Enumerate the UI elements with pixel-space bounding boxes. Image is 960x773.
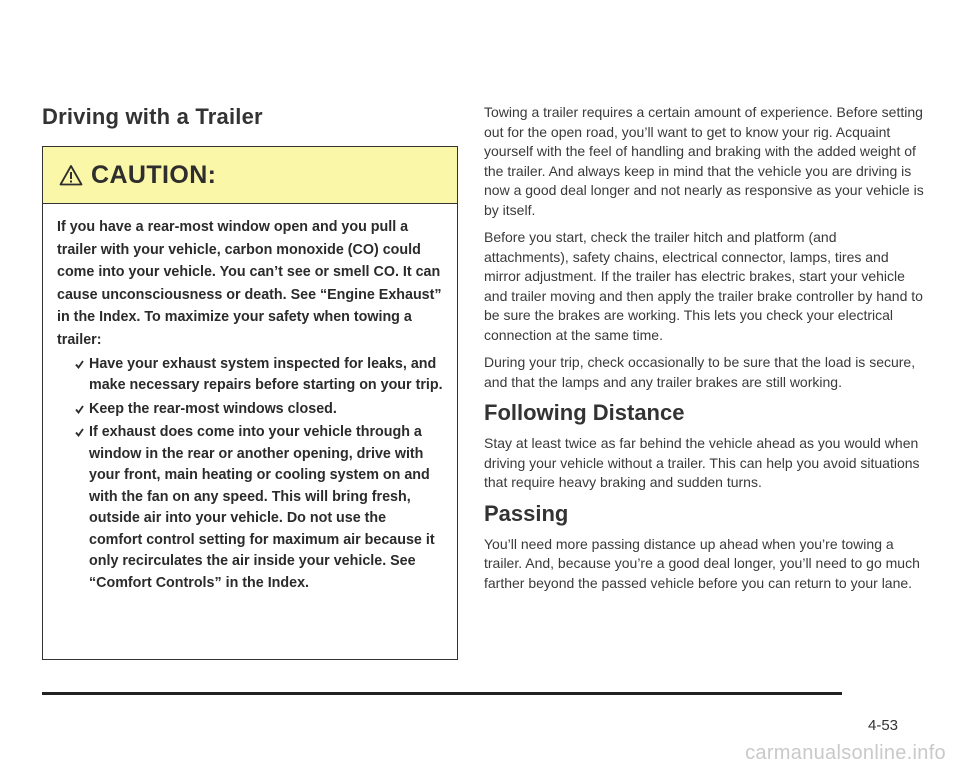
section-title: Driving with a Trailer bbox=[42, 104, 263, 129]
caution-header bbox=[43, 147, 457, 204]
check-bullet-icon bbox=[75, 360, 84, 369]
following-distance-heading: Following Distance bbox=[484, 400, 685, 425]
caution-item-text: Have your exhaust system inspected for leaks, and make necessary repairs before starting on your trip. bbox=[89, 355, 443, 394]
caution-title: CAUTION: bbox=[91, 160, 217, 189]
caution-box bbox=[42, 146, 458, 660]
passing-heading: Passing bbox=[484, 500, 569, 526]
caution-intro: If you have a rear-most window open and you pull a trailer with your vehicle, carbon monoxide (CO) could come into your vehicle. You can’t see or smell CO. It can cause unconsciousness or death. See “Engine Exhaust” in the Index. To maximize your safety when towing a trailer: bbox=[57, 219, 442, 348]
before-start-paragraph: Before you start, check the trailer hitch and platform (and attachments), safety chains, electrical connector, lamps, tires and mirror adjustment. If the trailer has electric brakes, start your vehicle and trailer moving and then apply the trailer brake controller by hand to be sure the brakes are working. This lets you check your electrical connection at the same time. bbox=[484, 229, 923, 343]
check-bullet-icon bbox=[75, 405, 84, 414]
passing-paragraph: You’ll need more passing distance up ahead when you’re towing a trailer. And, because you’re a good deal longer, you’ll need to go much farther beyond the passed vehicle before you can return to your lane. bbox=[484, 535, 920, 591]
footer-rule bbox=[42, 692, 842, 695]
caution-list bbox=[57, 354, 443, 595]
caution-item bbox=[75, 399, 443, 421]
caution-item-text: If exhaust does come into your vehicle through a window in the rear or another opening, drive with your front, main heating or cooling system on and with the fan on any speed. This will bring fresh, outside air into your vehicle. Do not use the comfort control setting for maximum air because it only recirculates the air inside your vehicle. See “Comfort Controls” in the Index. bbox=[89, 424, 435, 591]
check-bullet-icon bbox=[75, 428, 84, 437]
during-trip-paragraph: During your trip, check occasionally to be sure that the load is secure, and that the lamps and any trailer brakes are still working. bbox=[484, 354, 916, 390]
page-number: 4-53 bbox=[868, 717, 899, 734]
watermark: carmanualsonline.info bbox=[745, 742, 946, 764]
caution-item bbox=[75, 354, 443, 397]
caution-body bbox=[43, 204, 457, 594]
right-column bbox=[484, 103, 924, 601]
caution-item bbox=[75, 422, 443, 594]
warning-triangle-icon bbox=[59, 164, 83, 186]
caution-item-text: Keep the rear-most windows closed. bbox=[89, 400, 337, 417]
towing-intro-paragraph: Towing a trailer requires a certain amount of experience. Before setting out for the open road, you’ll want to get to know your rig. Acquaint yourself with the feel of handling and braking with the added weight of the trailer. And always keep in mind that the vehicle you are driving is now a good deal longer and not nearly as responsive as your vehicle is by itself. bbox=[484, 104, 924, 218]
following-distance-paragraph: Stay at least twice as far behind the vehicle ahead as you would when driving your vehicle without a trailer. This can help you avoid situations that require heavy braking and sudden turns. bbox=[484, 435, 920, 490]
